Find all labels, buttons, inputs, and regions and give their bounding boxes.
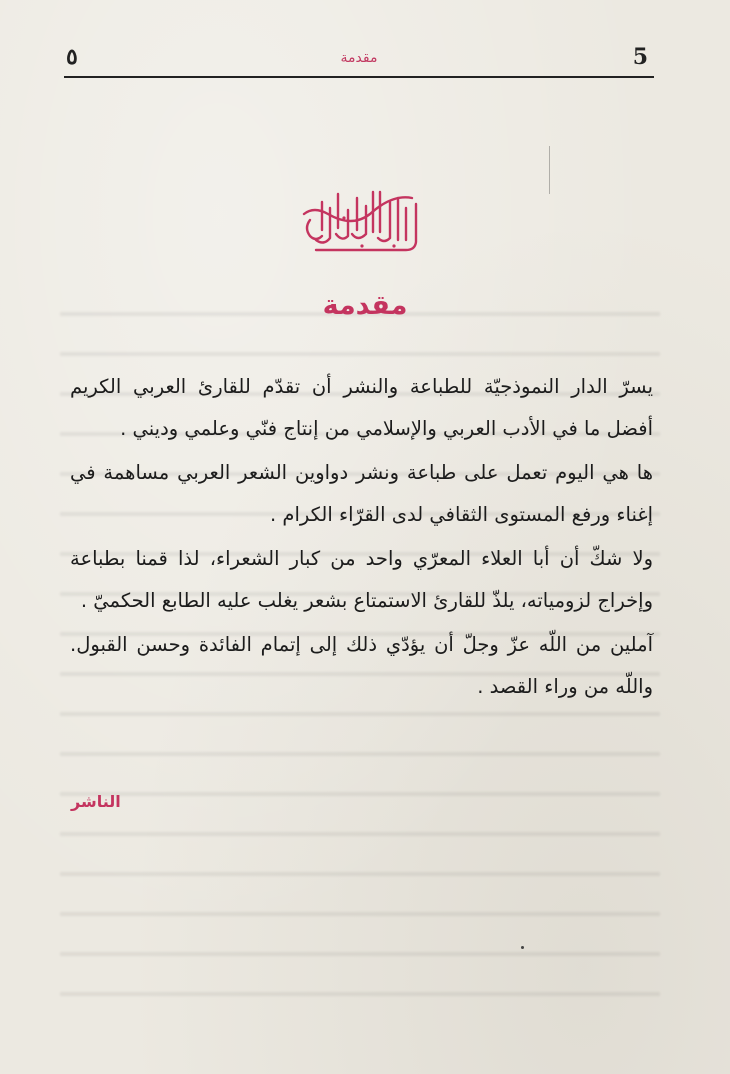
page-header (64, 42, 654, 78)
running-title: مقدمة (340, 50, 378, 66)
paper-mark (549, 146, 550, 194)
paragraph-3: ولا شكّ أن أبا العلاء المعرّي واحد من كبار الشعراء، لذا قمنا بطباعة وإخراج لزومياته، يلذّ للقارئ الاستمتاع بشعر يغلب عليه الطابع الحكميّ . (70, 547, 653, 612)
section-title: مقدمة (322, 290, 408, 321)
paragraph-4: آملين من اللّه عزّ وجلّ أن يؤدّي ذلك إلى إتمام الفائدة وحسن القبول. واللّه من وراء القصد . (70, 633, 653, 698)
publisher-signature: الناشر (71, 792, 121, 811)
basmala-calligraphy-icon (294, 184, 428, 258)
paragraph-2: ها هي اليوم تعمل على طباعة ونشر دواوين الشعر العربي مساهمة في إغناء ورفع المستوى الثقافي لدى القرّاء الكرام . (70, 461, 653, 526)
page-number-arabic: ٥ (66, 44, 78, 70)
page-number-latin: 5 (632, 44, 648, 70)
ink-speck (521, 946, 524, 949)
paragraph-1: يسرّ الدار النموذجيّة للطباعة والنشر أن تقدّم للقارئ العربي الكريم أفضل ما في الأدب العربي والإسلامي من إنتاج فنّي وعلمي وديني . (70, 375, 653, 440)
body-text (70, 366, 653, 707)
